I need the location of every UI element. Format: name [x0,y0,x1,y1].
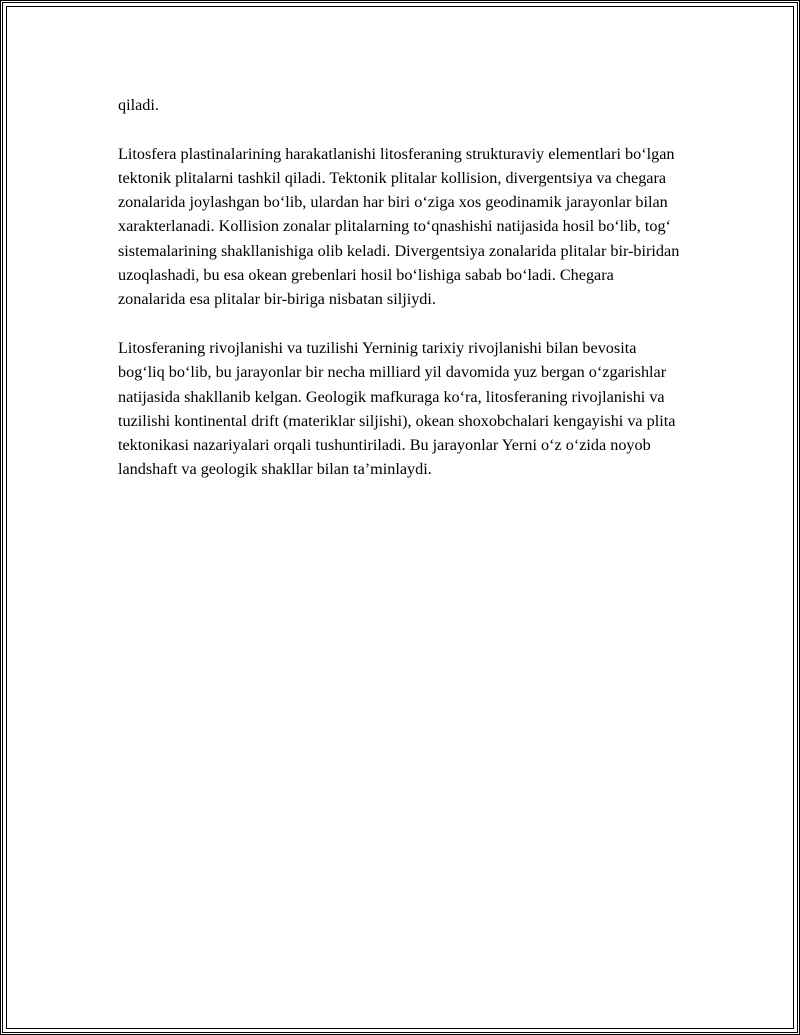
paragraph-tectonic-plates: Litosfera plastinalarining harakatlanishi litosferaning strukturaviy elementlari boʻlgan tektonik plitalarni tashkil qiladi. Tektonik plitalar kollision, divergentsiya va chegara zonalarida joylashgan boʻlib, ulardan har biri oʻziga xos geodinamik jarayonlar bilan xarakterlanadi. Kollision zonalar plitalarning toʻqnashishi natijasida hosil boʻlib, togʻ sistemalarining shakllanishiga olib keladi. Divergentsiya zonalarida plitalar bir-biridan uzoqlashadi, bu esa okean grebenlari hosil boʻlishiga sabab boʻladi. Chegara zonalarida esa plitalar bir-biriga nisbatan siljiydi. [118,144,680,309]
paragraph-continuation: qiladi. [118,96,159,114]
document-body [118,93,684,506]
paragraph-lithosphere-development: Litosferaning rivojlanishi va tuzilishi Yerninig tarixiy rivojlanishi bilan bevosita bogʻliq boʻlib, bu jarayonlar bir necha milliard yil davomida yuz bergan oʻzgarishlar natijasida shakllanib kelgan. Geologik mafkuraga koʻra, litosferaning rivojlanishi va tuzilishi kontinental drift (materiklar siljishi), okean shoxobchalari kengayishi va plita tektonikasi nazariyalari orqali tushuntiriladi. Bu jarayonlar Yerni oʻz oʻzida noyob landshaft va geologik shakllar bilan taʼminlaydi. [118,338,676,479]
